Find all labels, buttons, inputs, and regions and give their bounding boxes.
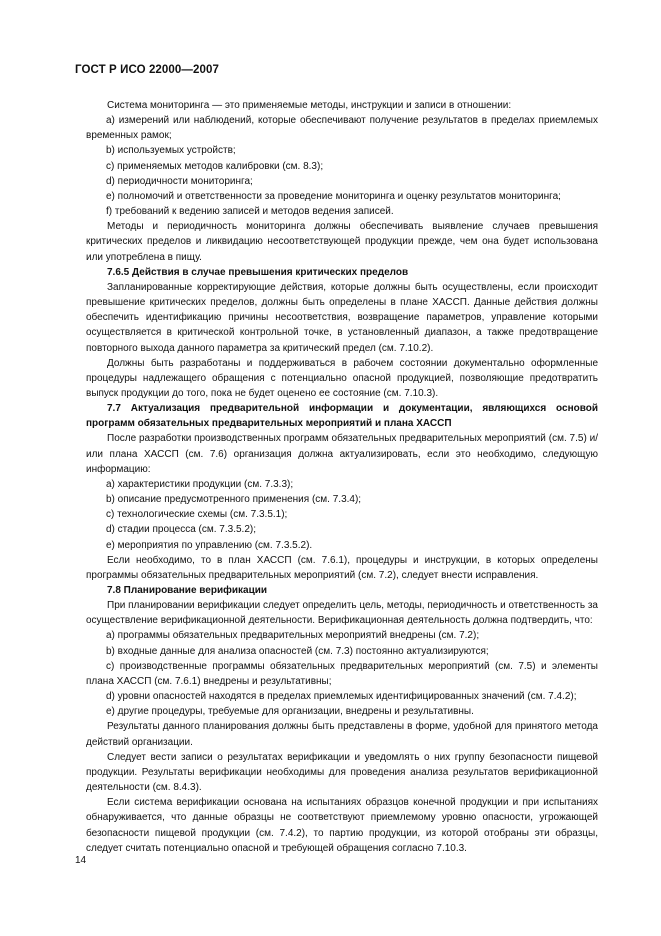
section-7-8-item-d: d) уровни опасностей находятся в пределах приемлемых идентифицированных значений (см. 7.4.2); (106, 691, 577, 703)
section-7-7-paragraph-2: Если необходимо, то в план ХАССП (см. 7.6.1), процедуры и инструкции, в которых определены программы обязательных предварительных мероприятий (см. 7.2), следует внести исправления. (86, 554, 598, 581)
section-7-7-item-d: d) стадии процесса (см. 7.3.5.2); (106, 524, 256, 536)
section-7-8-paragraph-2: Результаты данного планирования должны быть представлены в форме, удобной для принятого метода действий организации. (86, 721, 598, 748)
section-7-8-paragraph-3: Следует вести записи о результатах верификации и уведомлять о них группу безопасности пищевой продукции. Результаты верификации необходимы для проведения анализа результатов верификационной деятельности (см. 8.4.3). (86, 751, 598, 794)
section-7-6-5-heading: 7.6.5 Действия в случае превышения критических пределов (107, 266, 409, 278)
section-7-7-item-c: c) технологические схемы (см. 7.3.5.1); (106, 509, 288, 521)
monitoring-paragraph: Методы и периодичность мониторинга должны обеспечивать выявление случаев превышения критических пределов и ликвидацию несоответствующей продукции прежде, чем она будет использована или употреблена в пищу. (86, 221, 598, 263)
monitoring-intro: Система мониторинга — это применяемые методы, инструкции и записи в отношении: (107, 100, 512, 111)
monitoring-item-f: f) требований к ведению записей и методов ведения записей. (106, 206, 394, 218)
section-7-8-paragraph-4: Если система верификации основана на испытаниях образцов конечной продукции и при испытаниях обнаруживается, что данные образцы не соответствуют приемлемому уровню опасности, угрожающей безопасности пищевой продукции (см. 7.4.2), то партию продукции, из которой отобраны эти образцы, следует считать потенциально опасной и требующей обращения согласно 7.10.3. (86, 797, 598, 854)
section-7-8-item-b: b) входные данные для анализа опасностей (см. 7.3) постоянно актуализируются; (106, 645, 489, 657)
section-7-8-item-a: a) программы обязательных предварительных мероприятий внедрены (см. 7.2); (106, 630, 480, 642)
section-7-6-5-paragraph-2: Должны быть разработаны и поддерживаться в рабочем состоянии документально оформленные процедуры надлежащего обращения с потенциально опасной продукцией, позволяющие предотвратить выпуск продукции до того, пока не будет оценено ее состояние (см. 7.10.3). (86, 357, 598, 399)
section-7-8-item-e: e) другие процедуры, требуемые для организации, внедрены и результативны. (106, 706, 474, 718)
section-7-7-item-e: e) мероприятия по управлению (см. 7.3.5.2). (106, 539, 313, 551)
monitoring-item-a: a) измерений или наблюдений, которые обеспечивают получение результатов в пределах приемлемых временных рамок; (86, 115, 598, 142)
section-7-7-heading: 7.7 Актуализация предварительной информации и документации, являющихся основой программ обязательных предварительных мероприятий и плана ХАССП (86, 403, 598, 430)
section-7-7-item-a: a) характеристики продукции (см. 7.3.3); (106, 478, 294, 490)
section-7-6-5-paragraph-1: Запланированные корректирующие действия, которые должны быть осуществлены, если происходит превышение критических пределов, должны быть определены в плане ХАССП. Данные действия должны обеспечить идентификацию причины несоответствия, возвращение параметров, управление которыми осуществляется в критической контрольной точке, в установленный диапазон, а также предотвращение повторного выхода данного параметра за критический предел (см. 7.10.2). (86, 281, 598, 354)
section-7-8-heading: 7.8 Планирование верификации (107, 585, 268, 596)
monitoring-item-c: c) применяемых методов калибровки (см. 8.3); (106, 160, 324, 172)
section-7-8-item-c: c) производственные программы обязательных предварительных мероприятий (см. 7.5) и элементы плана ХАССП (см. 7.6.1) внедрены и результативны; (86, 660, 598, 687)
page-header-standard-title: ГОСТ Р ИСО 22000—2007 (75, 64, 220, 76)
page-number: 14 (75, 855, 87, 866)
section-7-8-paragraph-1: При планировании верификации следует определить цель, методы, периодичность и ответственность за осуществление верификационной деятельности. Верификационная деятельность должна подтвердить, что: (86, 600, 598, 627)
monitoring-item-b: b) используемых устройств; (106, 145, 236, 157)
section-7-7-item-b: b) описание предусмотренного применения (см. 7.3.4); (106, 494, 362, 506)
page-body (86, 98, 598, 856)
monitoring-item-e: e) полномочий и ответственности за проведение мониторинга и оценку результатов мониторинга; (106, 190, 561, 202)
section-7-7-paragraph-1: После разработки производственных программ обязательных предварительных мероприятий (см. 7.5) и/или плана ХАССП (см. 7.6) организация должна актуализировать, если это необходимо, следующую информацию: (86, 433, 598, 475)
monitoring-item-d: d) периодичности мониторинга; (106, 175, 253, 187)
